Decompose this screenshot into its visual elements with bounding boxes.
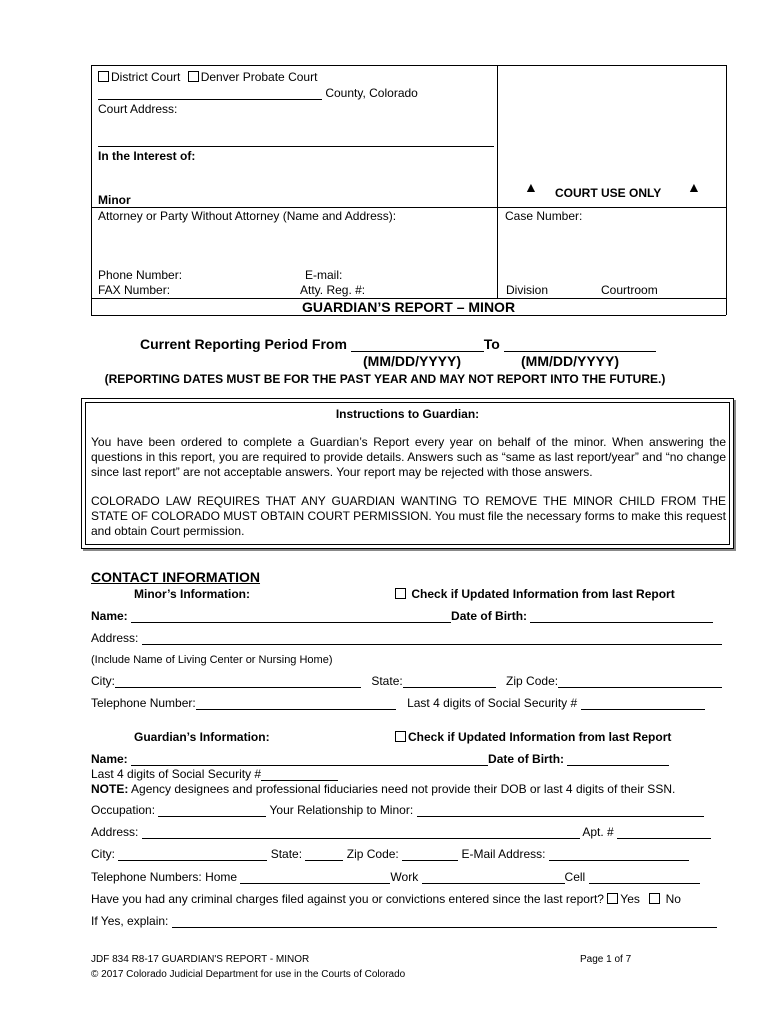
atty-reg-label: Atty. Reg. #: — [300, 283, 366, 297]
guardian-updated-checkbox[interactable] — [395, 731, 406, 742]
minor-city-label: City: — [91, 674, 115, 688]
interest-of-label: In the Interest of: — [98, 149, 196, 163]
work-phone-input[interactable] — [422, 871, 565, 884]
footer-form-id: JDF 834 R8-17 GUARDIAN'S REPORT - MINOR — [91, 954, 310, 965]
courtroom-label: Courtroom — [601, 283, 658, 297]
occupation-input[interactable] — [158, 804, 266, 817]
home-phone-input[interactable] — [240, 871, 390, 884]
guardian-state-label: State: — [270, 847, 303, 861]
minor-zip-input[interactable] — [558, 675, 722, 688]
if-yes-input[interactable] — [172, 915, 717, 928]
apt-input[interactable] — [617, 826, 711, 839]
period-from-label: Current Reporting Period From — [140, 336, 347, 352]
if-yes-label: If Yes, explain: — [91, 914, 169, 928]
instructions-para-2: COLORADO LAW REQUIRES THAT ANY GUARDIAN WANTING TO REMOVE THE MINOR CHILD FROM THE STATE OF COLORADO MUST OBTAIN COURT PERMISSION. You must file the necessary forms to make this request and obtain Court permission. — [91, 494, 726, 538]
footer-page: Page 1 of 7 — [580, 954, 632, 965]
form-title: GUARDIAN’S REPORT – MINOR — [301, 299, 516, 315]
email-label: E-mail: — [305, 268, 343, 282]
minor-ssn-input[interactable] — [581, 697, 705, 710]
minor-state-label: State: — [371, 674, 403, 688]
cell-phone-label: Cell — [564, 870, 586, 884]
guardian-name-input[interactable] — [131, 753, 488, 766]
footer-copyright: © 2017 Colorado Judicial Department for use in the Courts of Colorado — [91, 969, 406, 980]
minor-ssn-label: Last 4 digits of Social Security # — [407, 696, 578, 710]
district-court-checkbox[interactable] — [98, 71, 109, 82]
minor-updated-checkbox[interactable] — [395, 588, 406, 599]
format-to: (MM/DD/YYYY) — [521, 353, 619, 369]
county-label: County, Colorado — [325, 86, 418, 100]
guardian-updated-label: Check if Updated Information from last Report — [408, 730, 672, 744]
guardian-city-input[interactable] — [118, 848, 267, 861]
guardian-address-input[interactable] — [142, 826, 580, 839]
guardian-dob-label: Date of Birth: — [488, 752, 565, 766]
minor-name-label: Name: — [91, 609, 128, 623]
minor-phone-label: Telephone Number: — [91, 696, 196, 710]
phone-number-label: Phone Number: — [98, 268, 183, 282]
instructions-title: Instructions to Guardian: — [335, 407, 480, 421]
guardian-dob-input[interactable] — [567, 753, 669, 766]
case-number-label: Case Number: — [505, 209, 583, 223]
minor-state-input[interactable] — [403, 675, 496, 688]
relationship-label: Your Relationship to Minor: — [269, 803, 414, 817]
court-address-label: Court Address: — [98, 102, 178, 116]
minor-city-input[interactable] — [115, 675, 361, 688]
minor-dob-label: Date of Birth: — [451, 609, 528, 623]
living-center-note: (Include Name of Living Center or Nursing Home) — [91, 654, 333, 666]
minor-updated-label: Check if Updated Information from last Report — [411, 587, 675, 601]
home-phone-label: Telephone Numbers: Home — [91, 870, 238, 884]
fax-number-label: FAX Number: — [98, 283, 171, 297]
criminal-question: Have you had any criminal charges filed against you or convictions entered since the last report? — [91, 892, 604, 906]
denver-probate-label: Denver Probate Court — [200, 70, 318, 84]
denver-probate-checkbox[interactable] — [188, 71, 199, 82]
instructions-para-1: You have been ordered to complete a Guardian’s Report every year on behalf of the minor. When answering the questions in this report, you are required to provide details. Answers such as “same as last report/year” and “no change since last report” are not acceptable answers. Your report may be rejected with those answers. — [91, 435, 726, 479]
up-arrow-icon: ▲ — [687, 179, 701, 195]
district-court-label: District Court — [111, 70, 181, 84]
guardian-email-label: E-Mail Address: — [461, 847, 546, 861]
instructions-box — [81, 398, 734, 549]
note-text: Agency designees and professional fiduciaries need not provide their DOB or last 4 digits of their SSN. — [131, 782, 676, 796]
minor-name-input[interactable] — [131, 610, 451, 623]
guardian-state-input[interactable] — [305, 848, 343, 861]
apt-label: Apt. # — [582, 825, 614, 839]
attorney-label: Attorney or Party Without Attorney (Name and Address): — [98, 209, 397, 223]
relationship-input[interactable] — [417, 804, 704, 817]
division-label: Division — [506, 283, 549, 297]
minor-dob-input[interactable] — [530, 610, 713, 623]
guardian-zip-label: Zip Code: — [346, 847, 399, 861]
up-arrow-icon: ▲ — [524, 179, 538, 195]
period-from-input[interactable] — [351, 337, 484, 352]
criminal-no-checkbox[interactable] — [649, 893, 660, 904]
cell-phone-input[interactable] — [589, 871, 700, 884]
minor-label: Minor — [98, 193, 131, 207]
criminal-yes-checkbox[interactable] — [607, 893, 618, 904]
reporting-period-row — [140, 336, 656, 352]
note-label: NOTE: — [91, 782, 129, 796]
criminal-yes-label: Yes — [620, 892, 640, 906]
reporting-dates-note: (REPORTING DATES MUST BE FOR THE PAST YEAR AND MAY NOT REPORT INTO THE FUTURE.) — [104, 372, 666, 386]
guardian-name-label: Name: — [91, 752, 128, 766]
criminal-no-label: No — [665, 892, 681, 906]
guardian-address-label: Address: — [91, 825, 139, 839]
guardian-ssn-input[interactable] — [261, 768, 338, 781]
period-to-label: To — [483, 336, 500, 352]
guardian-zip-input[interactable] — [402, 848, 458, 861]
guardian-ssn-label: Last 4 digits of Social Security # — [91, 767, 262, 781]
minor-phone-input[interactable] — [196, 697, 396, 710]
guardian-email-input[interactable] — [549, 848, 689, 861]
minor-info-label: Minor’s Information: — [134, 587, 250, 601]
court-address-line[interactable] — [98, 146, 494, 147]
guardian-city-label: City: — [91, 847, 115, 861]
minor-address-input[interactable] — [142, 632, 722, 645]
minor-zip-label: Zip Code: — [506, 674, 559, 688]
work-phone-label: Work — [390, 870, 419, 884]
guardian-info-label: Guardian’s Information: — [134, 730, 270, 744]
format-from: (MM/DD/YYYY) — [363, 353, 461, 369]
period-to-input[interactable] — [504, 337, 656, 352]
contact-heading: CONTACT INFORMATION — [91, 569, 261, 585]
minor-address-label: Address: — [91, 631, 139, 645]
county-input[interactable] — [98, 87, 322, 100]
occupation-label: Occupation: — [91, 803, 156, 817]
court-use-only-label: COURT USE ONLY — [555, 186, 662, 200]
